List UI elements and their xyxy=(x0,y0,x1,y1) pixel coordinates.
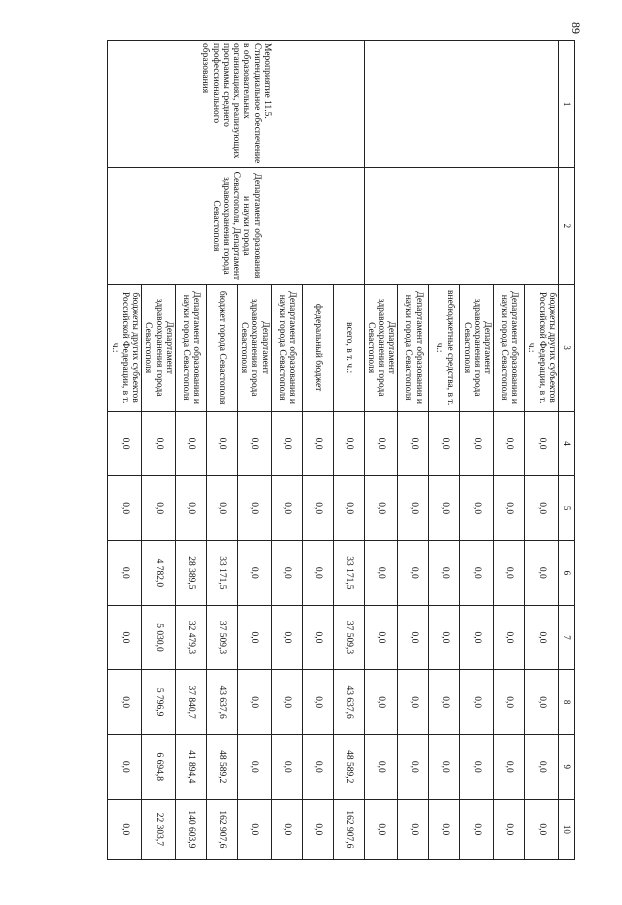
amount-cell: 0,0 xyxy=(398,799,429,859)
amount-cell: 0,0 xyxy=(398,605,429,670)
amount-cell: 0,0 xyxy=(494,476,525,541)
amount-cell: 0,0 xyxy=(302,734,333,799)
amount-cell: 0,0 xyxy=(238,476,272,541)
funding-source-label: бюджеты других субъектов Российской Федерации, в т. ч.: xyxy=(525,284,559,411)
amount-cell: 0,0 xyxy=(302,411,333,476)
amount-cell: 0,0 xyxy=(271,476,302,541)
amount-cell: 0,0 xyxy=(238,541,272,606)
amount-cell: 140 603,9 xyxy=(176,799,207,859)
amount-cell: 162 907,6 xyxy=(207,799,238,859)
amount-cell: 5 796,9 xyxy=(142,670,176,735)
amount-cell: 22 303,7 xyxy=(142,799,176,859)
amount-cell: 0,0 xyxy=(494,541,525,606)
amount-cell: 0,0 xyxy=(494,411,525,476)
amount-cell: 0,0 xyxy=(398,670,429,735)
amount-cell: 37 840,7 xyxy=(176,670,207,735)
amount-cell: 0,0 xyxy=(108,670,142,735)
amount-cell: 0,0 xyxy=(429,670,460,735)
amount-cell: 0,0 xyxy=(302,670,333,735)
amount-cell: 0,0 xyxy=(429,734,460,799)
amount-cell: 0,0 xyxy=(108,605,142,670)
amount-cell: 37 509,3 xyxy=(333,605,364,670)
amount-cell: 48 589,2 xyxy=(333,734,364,799)
amount-cell: 33 171,5 xyxy=(333,541,364,606)
column-header: 10 xyxy=(559,799,575,859)
amount-cell: 0,0 xyxy=(460,670,494,735)
amount-cell: 0,0 xyxy=(494,605,525,670)
column-header: 2 xyxy=(559,168,575,284)
amount-cell: 0,0 xyxy=(429,541,460,606)
amount-cell: 0,0 xyxy=(333,476,364,541)
amount-cell: 0,0 xyxy=(460,476,494,541)
amount-cell: 0,0 xyxy=(271,605,302,670)
amount-cell: 48 589,2 xyxy=(207,734,238,799)
amount-cell: 0,0 xyxy=(238,799,272,859)
amount-cell: 0,0 xyxy=(108,541,142,606)
amount-cell: 0,0 xyxy=(494,670,525,735)
header-row xyxy=(559,41,575,860)
amount-cell: 0,0 xyxy=(271,670,302,735)
amount-cell: 41 894,4 xyxy=(176,734,207,799)
funding-source-label: Департамент образования и науки города Севастополя xyxy=(494,284,525,411)
previous-activity-cell xyxy=(364,41,558,168)
table-row xyxy=(525,41,559,860)
column-header: 7 xyxy=(559,605,575,670)
amount-cell: 43 637,6 xyxy=(207,670,238,735)
amount-cell: 0,0 xyxy=(238,411,272,476)
activity-executors: Департамент образования и науки города Севастополя, Департамент здравоохранения города Севастополя xyxy=(108,168,364,284)
activity-name: Мероприятие 11.5. Стипендиальное обеспечение в образовательных организациях, реализующих программы среднего профессионального образования xyxy=(108,41,364,168)
funding-source-label: Департамент здравоохранения города Севастополя xyxy=(238,284,272,411)
amount-cell: 0,0 xyxy=(429,476,460,541)
amount-cell: 0,0 xyxy=(108,734,142,799)
amount-cell: 4 782,0 xyxy=(142,541,176,606)
budget-table xyxy=(108,40,576,860)
amount-cell: 0,0 xyxy=(108,411,142,476)
amount-cell: 0,0 xyxy=(108,476,142,541)
amount-cell: 0,0 xyxy=(207,476,238,541)
amount-cell: 0,0 xyxy=(271,734,302,799)
funding-source-label: Департамент образования и науки города Севастополя xyxy=(176,284,207,411)
column-header: 1 xyxy=(559,41,575,168)
amount-cell: 0,0 xyxy=(333,411,364,476)
funding-source-label: внебюджетные средства, в т. ч.: xyxy=(429,284,460,411)
amount-cell: 0,0 xyxy=(525,670,559,735)
amount-cell: 0,0 xyxy=(207,411,238,476)
amount-cell: 0,0 xyxy=(460,605,494,670)
funding-source-label: Департамент образования и науки города Севастополя xyxy=(271,284,302,411)
amount-cell: 0,0 xyxy=(364,670,398,735)
amount-cell: 0,0 xyxy=(525,799,559,859)
amount-cell: 0,0 xyxy=(398,541,429,606)
amount-cell: 0,0 xyxy=(494,734,525,799)
amount-cell: 0,0 xyxy=(398,476,429,541)
budget-table-rotated xyxy=(107,40,575,860)
amount-cell: 0,0 xyxy=(398,411,429,476)
amount-cell: 43 637,6 xyxy=(333,670,364,735)
funding-source-label: бюджеты других субъектов Российской Федерации, в т. ч.: xyxy=(108,284,142,411)
amount-cell: 0,0 xyxy=(302,799,333,859)
amount-cell: 0,0 xyxy=(364,605,398,670)
amount-cell: 0,0 xyxy=(460,799,494,859)
amount-cell: 0,0 xyxy=(525,476,559,541)
amount-cell: 5 030,0 xyxy=(142,605,176,670)
amount-cell: 0,0 xyxy=(525,605,559,670)
column-header: 5 xyxy=(559,476,575,541)
funding-source-label: Департамент здравоохранения города Севастополя xyxy=(364,284,398,411)
amount-cell: 0,0 xyxy=(525,411,559,476)
amount-cell: 0,0 xyxy=(302,605,333,670)
amount-cell: 0,0 xyxy=(364,411,398,476)
amount-cell: 0,0 xyxy=(142,411,176,476)
amount-cell: 32 479,3 xyxy=(176,605,207,670)
amount-cell: 0,0 xyxy=(364,799,398,859)
amount-cell: 0,0 xyxy=(494,799,525,859)
column-header: 4 xyxy=(559,411,575,476)
amount-cell: 0,0 xyxy=(364,734,398,799)
amount-cell: 0,0 xyxy=(302,541,333,606)
amount-cell: 0,0 xyxy=(525,734,559,799)
amount-cell: 0,0 xyxy=(302,476,333,541)
column-header: 6 xyxy=(559,541,575,606)
amount-cell: 0,0 xyxy=(460,541,494,606)
amount-cell: 0,0 xyxy=(238,670,272,735)
table-row xyxy=(333,41,364,860)
funding-source-label: всего, в т. ч.: xyxy=(333,284,364,411)
column-header: 8 xyxy=(559,670,575,735)
amount-cell: 6 694,8 xyxy=(142,734,176,799)
amount-cell: 0,0 xyxy=(364,541,398,606)
amount-cell: 0,0 xyxy=(429,411,460,476)
funding-source-label: Департамент образования и науки города Севастополя xyxy=(398,284,429,411)
funding-source-label: бюджет города Севастополя xyxy=(207,284,238,411)
amount-cell: 0,0 xyxy=(271,799,302,859)
amount-cell: 0,0 xyxy=(238,605,272,670)
funding-source-label: федеральный бюджет xyxy=(302,284,333,411)
amount-cell: 0,0 xyxy=(271,411,302,476)
amount-cell: 0,0 xyxy=(429,605,460,670)
amount-cell: 0,0 xyxy=(525,541,559,606)
amount-cell: 162 907,6 xyxy=(333,799,364,859)
amount-cell: 0,0 xyxy=(108,799,142,859)
amount-cell: 0,0 xyxy=(271,541,302,606)
amount-cell: 0,0 xyxy=(176,411,207,476)
amount-cell: 37 509,3 xyxy=(207,605,238,670)
previous-executor-cell xyxy=(364,168,558,284)
amount-cell: 0,0 xyxy=(176,476,207,541)
funding-source-label: Департамент здравоохранения города Севастополя xyxy=(142,284,176,411)
amount-cell: 33 171,5 xyxy=(207,541,238,606)
funding-source-label: Департамент здравоохранения города Севастополя xyxy=(460,284,494,411)
amount-cell: 0,0 xyxy=(238,734,272,799)
column-header: 9 xyxy=(559,734,575,799)
column-header: 3 xyxy=(559,284,575,411)
amount-cell: 28 389,5 xyxy=(176,541,207,606)
amount-cell: 0,0 xyxy=(142,476,176,541)
amount-cell: 0,0 xyxy=(460,734,494,799)
amount-cell: 0,0 xyxy=(429,799,460,859)
amount-cell: 0,0 xyxy=(460,411,494,476)
page-number: 89 xyxy=(569,22,583,34)
amount-cell: 0,0 xyxy=(398,734,429,799)
amount-cell: 0,0 xyxy=(364,476,398,541)
